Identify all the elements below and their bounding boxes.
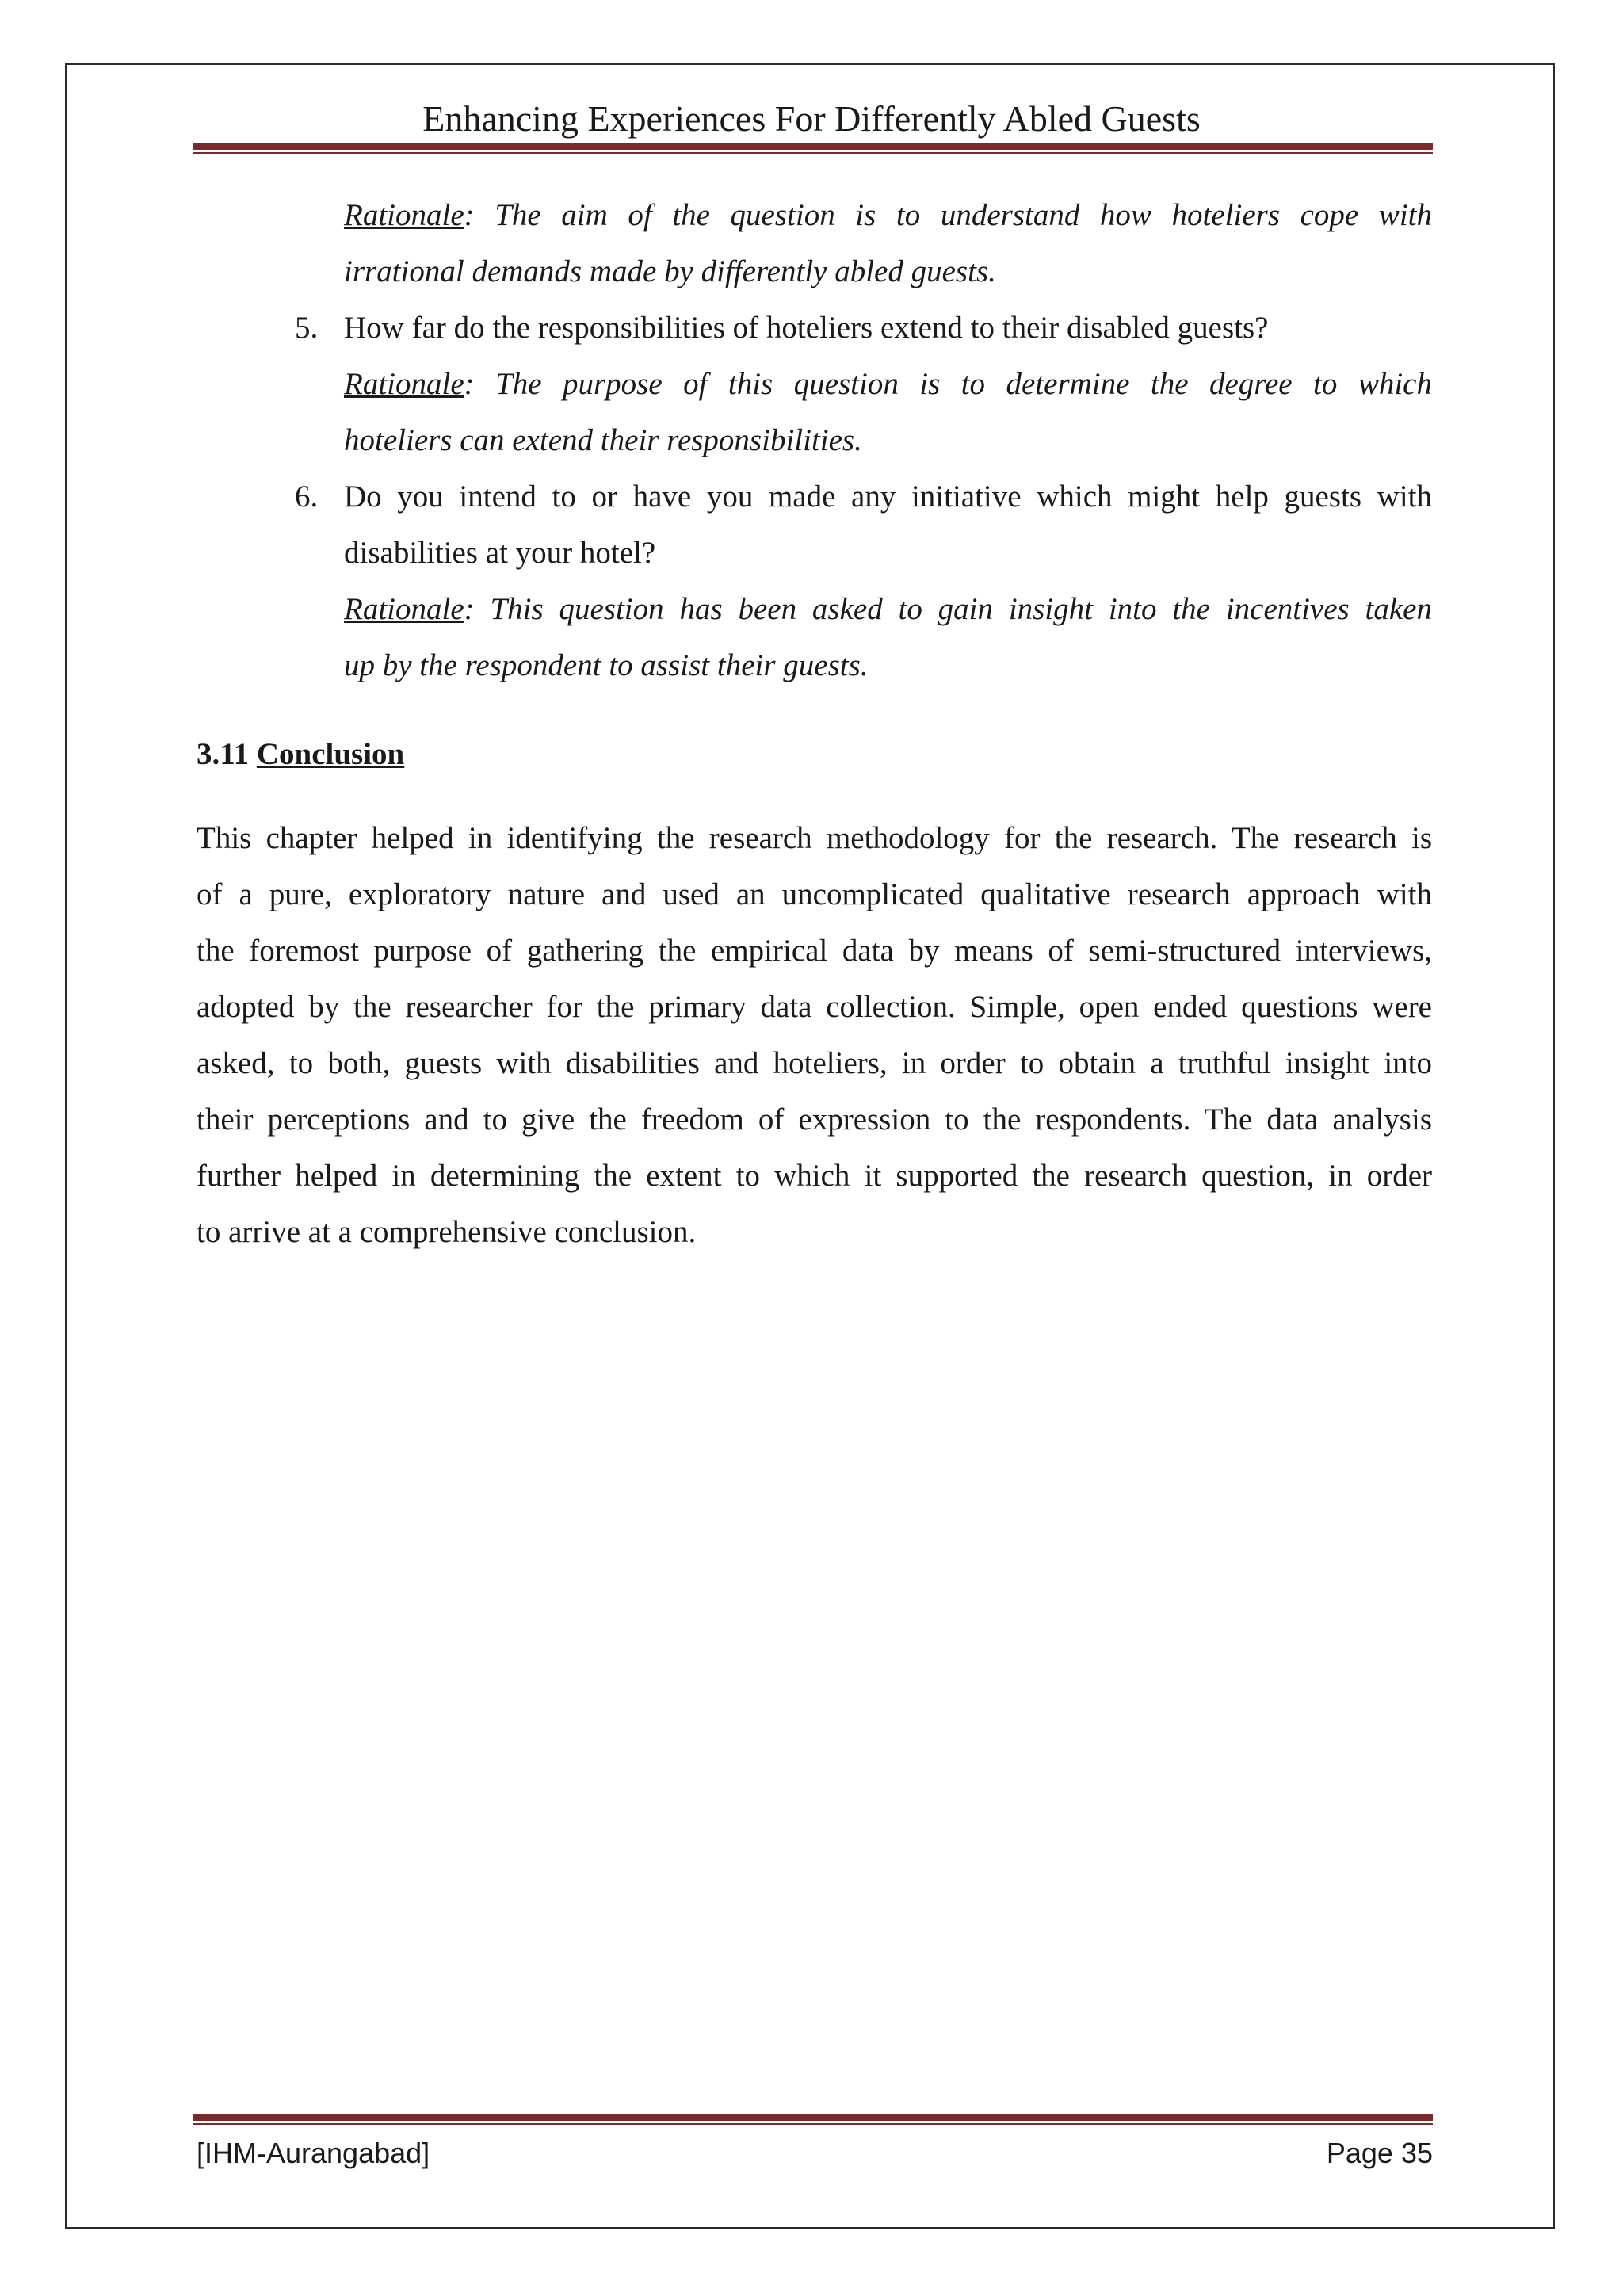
question-number: 6. (295, 479, 319, 514)
paragraph-line: the foremost purpose of gathering the empirical data by means of semi-structured interviews, (197, 934, 1432, 968)
footer-institution: [IHM-Aurangabad] (197, 2137, 430, 2169)
page-number: Page 35 (1326, 2137, 1433, 2169)
section-number: 3.11 (197, 737, 250, 771)
footer-rule (193, 2114, 1433, 2125)
rationale-q6 (344, 581, 1432, 693)
rationale-label: Rationale (344, 592, 464, 626)
rationale-q4-line-2: irrational demands made by differently abled guests. (344, 254, 996, 288)
conclusion-paragraph (197, 810, 1432, 1260)
rationale-q5 (344, 356, 1432, 468)
rationale-label: Rationale (344, 367, 464, 401)
paragraph-line: of a pure, exploratory nature and used an uncomplicated qualitative research approach with (197, 877, 1432, 911)
header-rule (193, 143, 1433, 154)
paragraph-line: This chapter helped in identifying the research methodology for the research. The research is (197, 821, 1432, 855)
question-text: How far do the responsibilities of hoteliers extend to their disabled guests? (344, 311, 1269, 345)
rationale-q6-line-1: Rationale: This question has been asked to gain insight into the incentives taken (344, 592, 1432, 626)
rationale-q4-line-1: Rationale: The aim of the question is to understand how hoteliers cope with (344, 198, 1432, 232)
rationale-label: Rationale (344, 198, 464, 232)
question-number: 5. (295, 311, 319, 345)
paragraph-line: adopted by the researcher for the primary data collection. Simple, open ended questions were (197, 990, 1432, 1024)
rationale-q6-line-2: up by the respondent to assist their guests. (344, 648, 869, 682)
paragraph-line: asked, to both, guests with disabilities and hoteliers, in order to obtain a truthful insight into (197, 1046, 1432, 1080)
paragraph-line: their perceptions and to give the freedom of expression to the respondents. The data analysis (197, 1102, 1432, 1137)
rationale-q5-line-1: Rationale: The purpose of this question is to determine the degree to which (344, 367, 1432, 401)
section-heading (197, 726, 404, 782)
rationale-q5-line-2: hoteliers can extend their responsibilities. (344, 423, 862, 457)
rationale-q4 (344, 187, 1432, 300)
question-text: Do you intend to or have you made any initiative which might help guests with disabilities at your hotel? (344, 479, 1432, 570)
running-header-title: Enhancing Experiences For Differently Abled Guests (422, 98, 1201, 139)
paragraph-line: to arrive at a comprehensive conclusion. (197, 1215, 697, 1249)
paragraph-line: further helped in determining the extent to which it supported the research question, in order (197, 1159, 1432, 1193)
section-title: Conclusion (256, 737, 405, 771)
